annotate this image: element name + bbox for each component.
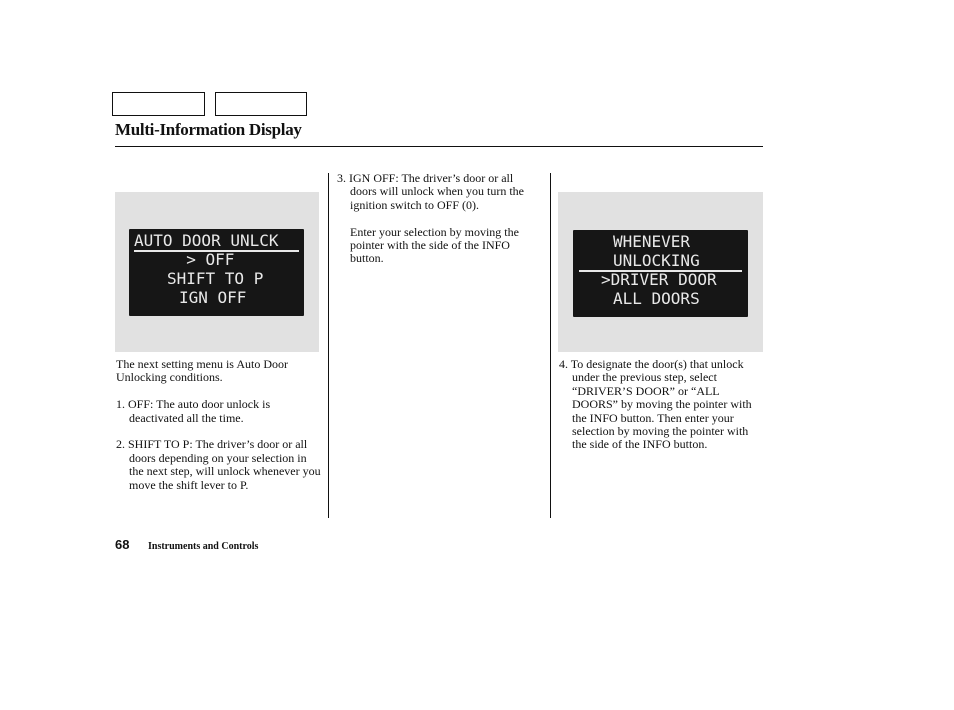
lcd2-line-3: >DRIVER DOOR <box>601 270 717 289</box>
lcd1-line-4: IGN OFF <box>179 288 247 307</box>
lcd2-line-1: WHENEVER <box>613 232 691 251</box>
item-4-paragraph: 4. To designate the door(s) that unlock under the previous step, select “DRIVER’S DOOR” or “ALL DOORS” by moving the pointer with the INFO button. Then enter your selection by moving the pointer with the side of the INFO button. <box>559 357 752 452</box>
header-tab-1 <box>112 92 205 116</box>
section-name: Instruments and Controls <box>148 541 259 552</box>
item-2-paragraph: 2. SHIFT TO P: The driver’s door or all doors depending on your selection in the next step, will unlock whenever you move the shift lever to P. <box>116 437 321 492</box>
column-divider-2 <box>550 173 551 518</box>
lcd2-line-2: UNLOCKING <box>613 251 700 270</box>
page-title: Multi-Information Display <box>115 120 302 139</box>
header-tab-2 <box>215 92 307 116</box>
page-number: 68 <box>115 537 130 552</box>
enter-paragraph: Enter your selection by moving the pointer with the side of the INFO button. <box>350 224 519 266</box>
column-1-text <box>116 358 321 505</box>
lcd-screen-1 <box>129 229 304 316</box>
item-1-paragraph: 1. OFF: The auto door unlock is deactivated all the time. <box>116 397 271 425</box>
item-3-paragraph: 3. IGN OFF: The driver’s door or all doors will unlock when you turn the ignition switch to OFF (0). <box>337 171 524 212</box>
lcd1-line-1: AUTO DOOR UNLCK <box>134 231 279 250</box>
lcd1-line-2: > OFF <box>167 250 235 269</box>
title-rule <box>115 146 763 147</box>
lcd1-line-3: SHIFT TO P <box>167 269 264 288</box>
intro-paragraph: The next setting menu is Auto Door Unlocking conditions. <box>116 357 288 385</box>
column-2-text <box>337 172 542 279</box>
column-3-text <box>559 358 761 465</box>
column-divider-1 <box>328 173 329 518</box>
lcd-screen-2 <box>573 230 748 317</box>
lcd2-line-4: ALL DOORS <box>613 289 700 308</box>
